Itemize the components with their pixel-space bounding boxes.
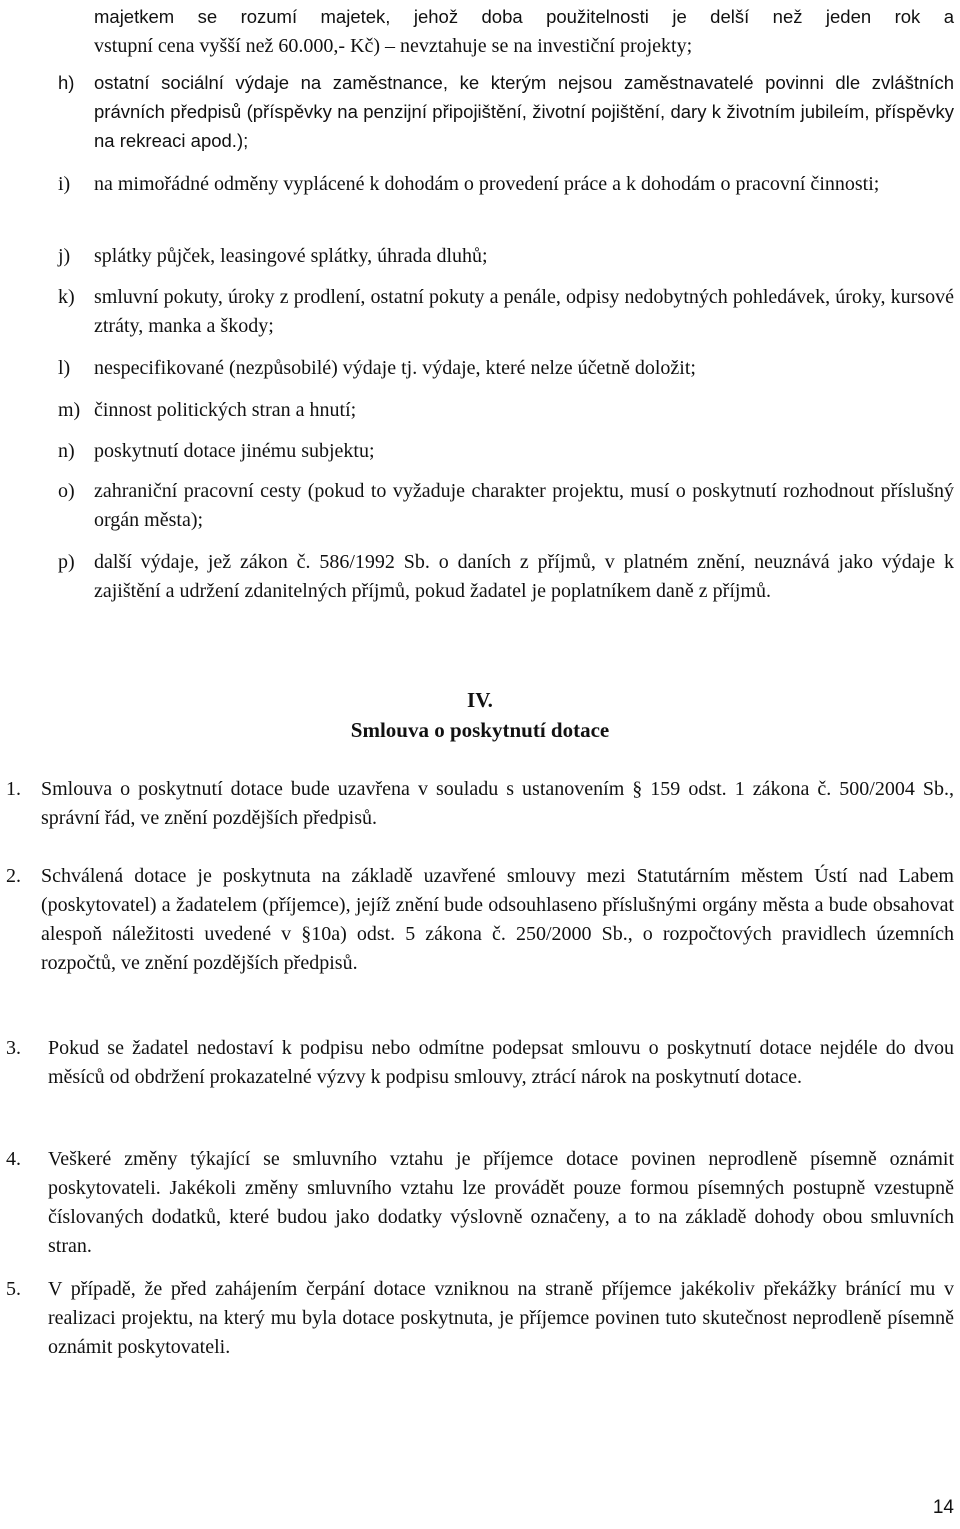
list-item-l (58, 354, 954, 383)
numbered-marker: 2. (6, 865, 21, 887)
numbered-item-3 (6, 1034, 954, 1092)
list-marker: j) (58, 245, 71, 267)
list-item-o (58, 477, 954, 535)
list-item-i (58, 170, 954, 199)
numbered-text: V případě, že před zahájením čerpání dotace vzniknou na straně příjemce jakékoliv překážky bránící mu v realizaci projektu, na který mu byla dotace poskytnuta, je příjemce povinen tuto skutečnost neprodleně písemně oznámit poskytovateli. (48, 1278, 954, 1358)
section-title: Smlouva o poskytnutí dotace (350, 718, 610, 742)
page-number: 14 (932, 1497, 954, 1518)
list-text: smluvní pokuty, úroky z prodlení, ostatní pokuty a penále, odpisy nedobytných pohledávek, úroky, kursové ztráty, manka a škody; (94, 286, 954, 337)
list-text: zahraniční pracovní cesty (pokud to vyžaduje charakter projektu, musí o poskytnutí rozhodnout příslušný orgán města); (94, 480, 954, 531)
list-marker: o) (58, 480, 75, 502)
list-marker: p) (58, 551, 75, 573)
numbered-marker: 4. (6, 1148, 21, 1170)
numbered-item-1 (6, 775, 954, 833)
numbered-text: Pokud se žadatel nedostaví k podpisu nebo odmítne podepsat smlouvu o poskytnutí dotace nejdéle do dvou měsíců od obdržení prokazatelné výzvy k podpisu smlouvy, ztrácí nárok na poskytnutí dotace. (48, 1037, 954, 1088)
list-text: další výdaje, jež zákon č. 586/1992 Sb. o daních z příjmů, v platném znění, neuznává jako výdaje k zajištění a udržení zdanitelných příjmů, pokud žadatel je poplatníkem daně z příjmů. (94, 551, 954, 602)
list-item-j (58, 242, 954, 271)
list-marker: n) (58, 440, 75, 462)
list-marker: l) (58, 357, 71, 379)
section-number: IV. (467, 688, 493, 712)
list-item-k (58, 283, 954, 341)
list-marker: k) (58, 286, 75, 308)
list-text: na mimořádné odměny vyplácené k dohodám o provedení práce a k dohodám o pracovní činnosti; (94, 173, 880, 195)
numbered-text: Schválená dotace je poskytnuta na základě uzavřené smlouvy mezi Statutárním městem Ústí nad Labem (poskytovatel) a žadatelem (příjemce), jejíž znění bude odsouhlaseno příslušnými orgány města a bude obsahovat alespoň náležitosti uvedené v §10a) odst. 5 zákona č. 250/2000 Sb., o rozpočtových pravidlech územních rozpočtů, ve znění pozdějších předpisů. (41, 865, 954, 974)
numbered-marker: 5. (6, 1278, 21, 1300)
numbered-marker: 3. (6, 1037, 21, 1059)
list-text: činnost politických stran a hnutí; (94, 399, 357, 421)
list-marker: h) (58, 72, 75, 93)
list-item-p (58, 548, 954, 606)
list-text: splátky půjček, leasingové splátky, úhrada dluhů; (94, 245, 488, 267)
numbered-marker: 1. (6, 778, 21, 800)
list-marker: m) (58, 399, 81, 421)
intro-line-1: majetkem se rozumí majetek, jehož doba použitelnosti je delší než jeden rok a (94, 6, 954, 27)
list-marker: i) (58, 173, 71, 195)
numbered-item-4 (6, 1145, 954, 1261)
list-item-n (58, 437, 954, 466)
list-text: poskytnutí dotace jinému subjektu; (94, 440, 375, 462)
list-item-m (58, 396, 954, 425)
list-item-h (58, 68, 954, 155)
intro-line-2: vstupní cena vyšší než 60.000,- Kč) – nevztahuje se na investiční projekty; (94, 35, 693, 57)
numbered-text: Smlouva o poskytnutí dotace bude uzavřena v souladu s ustanovením § 159 odst. 1 zákona č. 500/2004 Sb., správní řád, ve znění pozdějších předpisů. (41, 778, 954, 829)
list-text: nespecifikované (nezpůsobilé) výdaje tj. výdaje, které nelze účetně doložit; (94, 357, 696, 379)
list-text: ostatní sociální výdaje na zaměstnance, ke kterým nejsou zaměstnavatelé povinni dle zvláštních právních předpisů (příspěvky na penzijní připojištění, životní pojištění, dary k životním jubileím, příspěvky na rekreaci apod.); (94, 72, 954, 151)
numbered-text: Veškeré změny týkající se smluvního vztahu je příjemce dotace povinen neprodleně písemně oznámit poskytovateli. Jakékoli změny smluvního vztahu lze provádět pouze formou písemných postupně vzestupně číslovaných dodatků, které budou jako dodatky výslovně označeny, a to na základě dohody obou smluvních stran. (48, 1148, 954, 1257)
numbered-item-2 (6, 862, 954, 978)
numbered-item-5 (6, 1275, 954, 1362)
